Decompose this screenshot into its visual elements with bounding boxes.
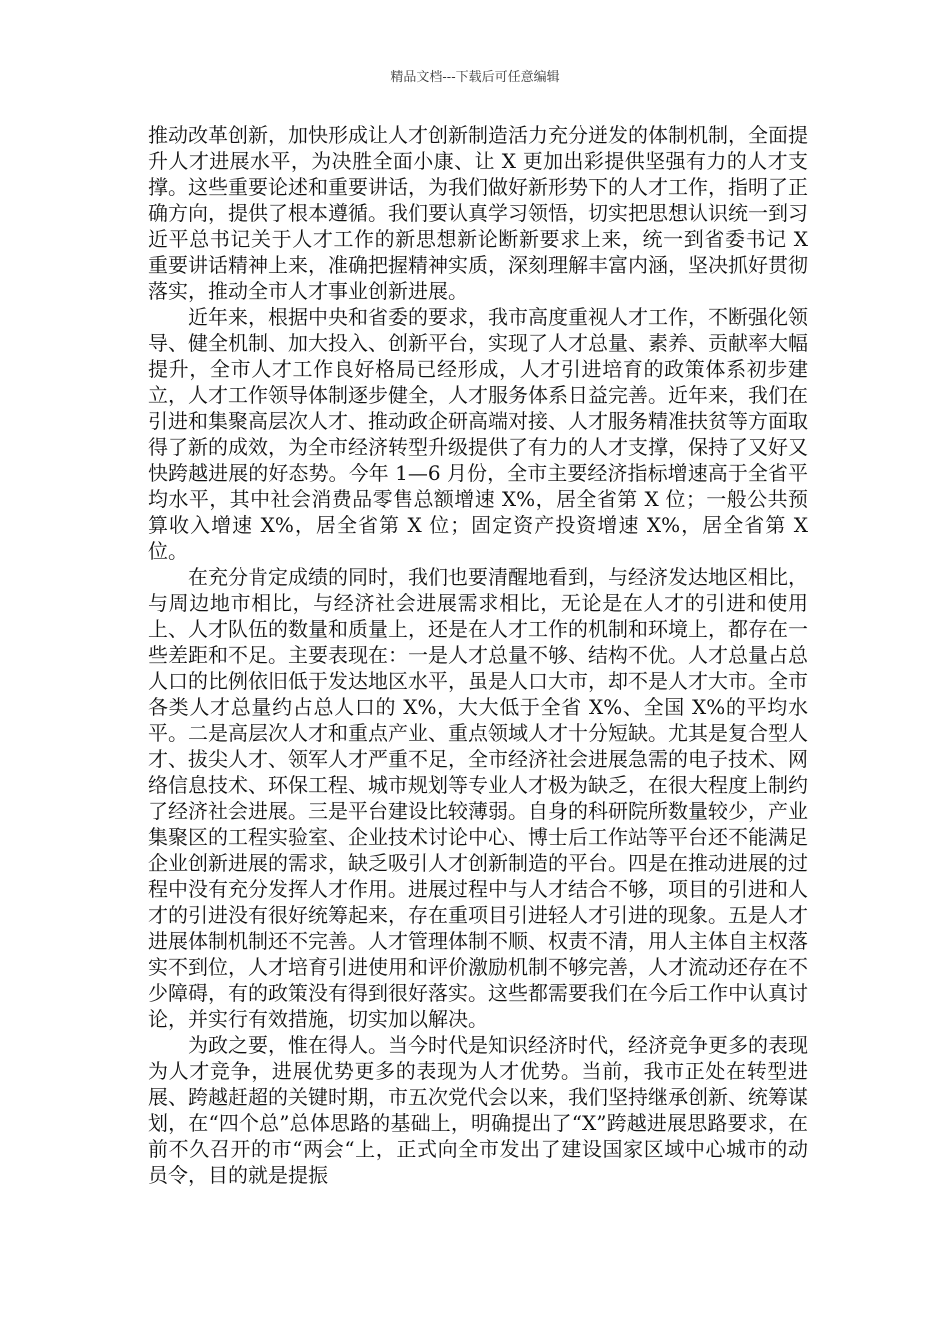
paragraph: 近年来，根据中央和省委的要求，我市高度重视人才工作，不断强化领导、健全机制、加大投入、创新平台，实现了人才总量、素养、贡献率大幅提升，全市人才工作良好格局已经形成，人才引进培育的政策体系初步建立，人才工作领导体制逐步健全，人才服务体系日益完善。近年来，我们在引进和集聚高层次人才、推动政企研高端对接、人才服务精准扶贫等方面取得了新的成效，为全市经济转型升级提供了有力的人才支撑，保持了又好又快跨越进展的好态势。今年 1—6 月份，全市主要经济指标增速高于全省平均水平，其中社会消费品零售总额增速 X%，居全省第 X 位；一般公共预算收入增速 X%，居全省第 X 位；固定资产投资增速 X%，居全省第 X 位。	[148, 305, 808, 563]
paragraph: 推动改革创新，加快形成让人才创新制造活力充分迸发的体制机制，全面提升人才进展水平，为决胜全面小康、让 X 更加出彩提供坚强有力的人才支撑。这些重要论述和重要讲话，为我们做好新形势下的人才工作，指明了正确方向，提供了根本遵循。我们要认真学习领悟，切实把思想认识统一到习近平总书记关于人才工作的新思想新论断新要求上来，统一到省委书记 X 重要讲话精神上来，准确把握精神实质，深刻理解丰富内涵，坚决抓好贯彻落实，推动全市人才事业创新进展。	[148, 123, 808, 303]
page-header: 精品文档---下载后可任意编辑	[390, 70, 560, 85]
document-body	[148, 122, 808, 1188]
paragraph: 为政之要，惟在得人。当今时代是知识经济时代，经济竞争更多的表现为人才竞争，进展优势更多的表现为人才优势。当前，我市正处在转型进展、跨越赶超的关键时期，市五次党代会以来，我们坚持继承创新、统筹谋划，在“四个总”总体思路的基础上，明确提出了“X”跨越进展思路要求，在前不久召开的市“两会“上，正式向全市发出了建设国家区域中心城市的动员令，目的就是提振	[148, 1033, 808, 1187]
paragraph: 在充分肯定成绩的同时，我们也要清醒地看到，与经济发达地区相比，与周边地市相比，与经济社会进展需求相比，无论是在人才的引进和使用上、人才队伍的数量和质量上，还是在人才工作的机制和环境上，都存在一些差距和不足。主要表现在：一是人才总量不够、结构不优。人才总量占总人口的比例依旧低于发达地区水平，虽是人口大市，却不是人才大市。全市各类人才总量约占总人口的 X%，大大低于全省 X%、全国 X%的平均水平。二是高层次人才和重点产业、重点领域人才十分短缺。尤其是复合型人才、拔尖人才、领军人才严重不足，全市经济社会进展急需的电子技术、网络信息技术、环保工程、城市规划等专业人才极为缺乏，在很大程度上制约了经济社会进展。三是平台建设比较薄弱。自身的科研院所数量较少，产业集聚区的工程实验室、企业技术讨论中心、博士后工作站等平台还不能满足企业创新进展的需求，缺乏吸引人才创新制造的平台。四是在推动进展的过程中没有充分发挥人才作用。进展过程中与人才结合不够，项目的引进和人才的引进没有很好统筹起来，存在重项目引进轻人才引进的现象。五是人才进展体制机制还不完善。人才管理体制不顺、权责不清，用人主体自主权落实不到位，人才培育引进使用和评价激励机制不够完善，人才流动还存在不少障碍，有的政策没有得到很好落实。这些都需要我们在今后工作中认真讨论，并实行有效措施，切实加以解决。	[148, 565, 808, 1031]
